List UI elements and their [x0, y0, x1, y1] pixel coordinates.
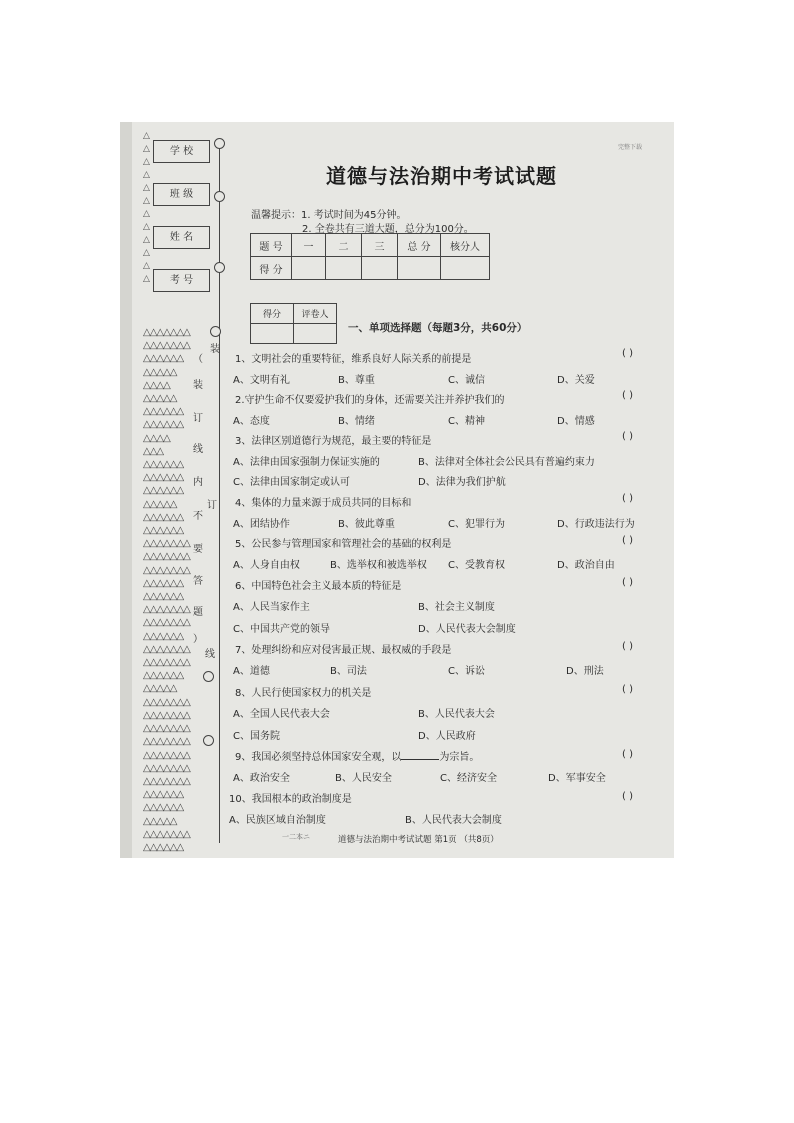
score-cell[interactable] [326, 257, 362, 280]
question-stem: 3、法律区别道德行为规范，最主要的特征是 [235, 436, 432, 447]
option: A、政治安全 [233, 773, 290, 784]
score-row-label: 得 分 [251, 257, 292, 280]
option: A、团结协作 [233, 519, 290, 530]
binding-char: 题 [193, 607, 203, 618]
question-stem: 4、集体的力量来源于成员共同的目标和 [235, 498, 412, 509]
option: B、司法 [330, 666, 367, 677]
option: C、受教育权 [448, 560, 505, 571]
option: D、行政违法行为 [557, 519, 635, 530]
option: C、中国共产党的领导 [233, 624, 330, 635]
binding-line [219, 143, 220, 843]
answer-paren[interactable]: ( ) [622, 390, 633, 401]
option: D、人民代表大会制度 [418, 624, 516, 635]
binding-char: 装 [210, 344, 220, 355]
grader-score-header: 得分 [251, 304, 294, 324]
student-info-box [153, 140, 210, 295]
option: C、犯罪行为 [448, 519, 505, 530]
binding-char: 线 [205, 649, 215, 660]
question-stem-part: 9、我国必须坚持总体国家安全观，以 [235, 752, 402, 763]
name-field[interactable]: 姓 名 [153, 226, 210, 249]
binding-char: 装 [193, 380, 203, 391]
option: C、经济安全 [440, 773, 497, 784]
exam-number-field[interactable]: 考 号 [153, 269, 210, 292]
answer-paren[interactable]: ( ) [622, 348, 633, 359]
question-stem [235, 748, 479, 763]
option: A、民族区域自治制度 [229, 815, 326, 826]
binding-char: 订 [207, 500, 217, 511]
score-header: 总 分 [398, 234, 441, 257]
option: D、关爱 [557, 375, 595, 386]
notes-label: 温馨提示： [251, 210, 301, 221]
option: B、人民代表大会制度 [405, 815, 502, 826]
answer-paren[interactable]: ( ) [622, 431, 633, 442]
answer-paren[interactable]: ( ) [622, 535, 633, 546]
option: A、文明有礼 [233, 375, 290, 386]
section-heading: 一、单项选择题（每题3分，共60分） [348, 322, 528, 334]
binding-char: ） [193, 634, 203, 645]
score-header: 三 [362, 234, 398, 257]
binding-hole [210, 326, 221, 337]
answer-paren[interactable]: ( ) [622, 577, 633, 588]
binding-hole [203, 735, 214, 746]
binding-hole [203, 671, 214, 682]
option: D、刑法 [566, 666, 604, 677]
question-stem: 1、文明社会的重要特征，维系良好人际关系的前提是 [235, 354, 472, 365]
binding-hole [214, 138, 225, 149]
option: C、诉讼 [448, 666, 485, 677]
option: B、人民安全 [335, 773, 392, 784]
exam-title: 道德与法治期中考试试题 [326, 164, 557, 188]
option: D、人民政府 [418, 731, 476, 742]
footer-stamp: 一二本ニ [282, 833, 310, 841]
fill-blank[interactable] [401, 750, 439, 760]
score-cell[interactable] [362, 257, 398, 280]
grader-score-cell[interactable] [251, 324, 294, 344]
binding-char: 内 [193, 477, 203, 488]
binding-char: （ [193, 354, 203, 365]
binding-char: 答 [193, 576, 203, 587]
binding-hole [214, 191, 225, 202]
option: D、政治自由 [557, 560, 615, 571]
option: B、社会主义制度 [418, 602, 495, 613]
class-field[interactable]: 班 级 [153, 183, 210, 206]
score-header: 题 号 [251, 234, 292, 257]
option: D、法律为我们护航 [418, 477, 506, 488]
score-header: 核分人 [441, 234, 490, 257]
option: A、道德 [233, 666, 270, 677]
question-stem-part: 为宗旨。 [439, 752, 480, 763]
score-header: 二 [326, 234, 362, 257]
option: A、人民当家作主 [233, 602, 310, 613]
question-stem: 10、我国根本的政治制度是 [229, 794, 352, 805]
option: C、法律由国家制定或认可 [233, 477, 350, 488]
grader-name-cell[interactable] [294, 324, 337, 344]
option: B、法律对全体社会公民具有普遍约束力 [418, 457, 595, 468]
answer-paren[interactable]: ( ) [622, 749, 633, 760]
score-cell[interactable] [441, 257, 490, 280]
page-footer: 道德与法治期中考试试题 第1页 （共8页） [338, 835, 499, 845]
option: A、全国人民代表大会 [233, 709, 330, 720]
grader-table [250, 303, 337, 344]
triangle-pattern: △ △ △ △ △ △ △ △ △ △ △ △ [143, 131, 150, 284]
option: A、人身自由权 [233, 560, 300, 571]
option: C、诚信 [448, 375, 485, 386]
header-mark: 完整下载 [618, 144, 643, 151]
note-2: 2. 全卷共有三道大题，总分为100分。 [302, 224, 474, 235]
option: D、军事安全 [548, 773, 606, 784]
option: D、情感 [557, 416, 595, 427]
question-stem: 7、处理纠纷和应对侵害最正规、最权威的手段是 [235, 645, 452, 656]
binding-hole [214, 262, 225, 273]
answer-paren[interactable]: ( ) [622, 641, 633, 652]
option: B、彼此尊重 [338, 519, 395, 530]
answer-paren[interactable]: ( ) [622, 493, 633, 504]
option: C、精神 [448, 416, 485, 427]
note-1: 1. 考试时间为45分钟。 [301, 210, 407, 221]
question-stem: 2.守护生命不仅要爱护我们的身体，还需要关注并养护我们的 [235, 395, 505, 406]
question-stem: 5、公民参与管理国家和管理社会的基础的权利是 [235, 539, 452, 550]
question-stem: 8、人民行使国家权力的机关是 [235, 688, 372, 699]
notes-line-1 [251, 206, 406, 221]
option: B、人民代表大会 [418, 709, 495, 720]
option: B、选举权和被选举权 [330, 560, 427, 571]
option: A、态度 [233, 416, 270, 427]
binding-char: 线 [193, 444, 203, 455]
binding-char: 要 [193, 544, 203, 555]
question-stem: 6、中国特色社会主义最本质的特征是 [235, 581, 402, 592]
score-header: 一 [292, 234, 326, 257]
score-cell[interactable] [398, 257, 441, 280]
school-field[interactable]: 学 校 [153, 140, 210, 163]
answer-paren[interactable]: ( ) [622, 684, 633, 695]
option: A、法律由国家强制力保证实施的 [233, 457, 380, 468]
binding-char: 订 [193, 413, 203, 424]
answer-paren[interactable]: ( ) [622, 791, 633, 802]
triangle-pattern-block: △△△△△△△ △△△△△△△ △△△△△△ △△△△△ △△△△ △△△△△ △△△△△△ △△△△△△ △△△△ △△△ △△△△△△ △△△△△△ △△△△△△ △△△△△ △△△△△△ △△△△△△ △△△△△△△ △△△△△△△ △△△△△△△ △△△△△△ △△△△△△ △△△△△△△ △△△△△△△ △△△△△△ △△△△△△△ △△△△△△△ △△△△△△ △△△△△ △△△△△△△ △△△△△△△ △△△△△△△ △△△△△△△ △△△△△△△ △△△△△△△ △△△△△△△ △△△△△△ △△△△△△ △△△△△ △△△△△△△ △△△△△△ [143, 327, 190, 853]
score-cell[interactable] [292, 257, 326, 280]
binding-char: 不 [193, 511, 203, 522]
option: B、情绪 [338, 416, 375, 427]
score-table [250, 233, 490, 280]
option: C、国务院 [233, 731, 280, 742]
paper-stack-edge [120, 122, 132, 858]
grader-name-header: 评卷人 [294, 304, 337, 324]
option: B、尊重 [338, 375, 375, 386]
